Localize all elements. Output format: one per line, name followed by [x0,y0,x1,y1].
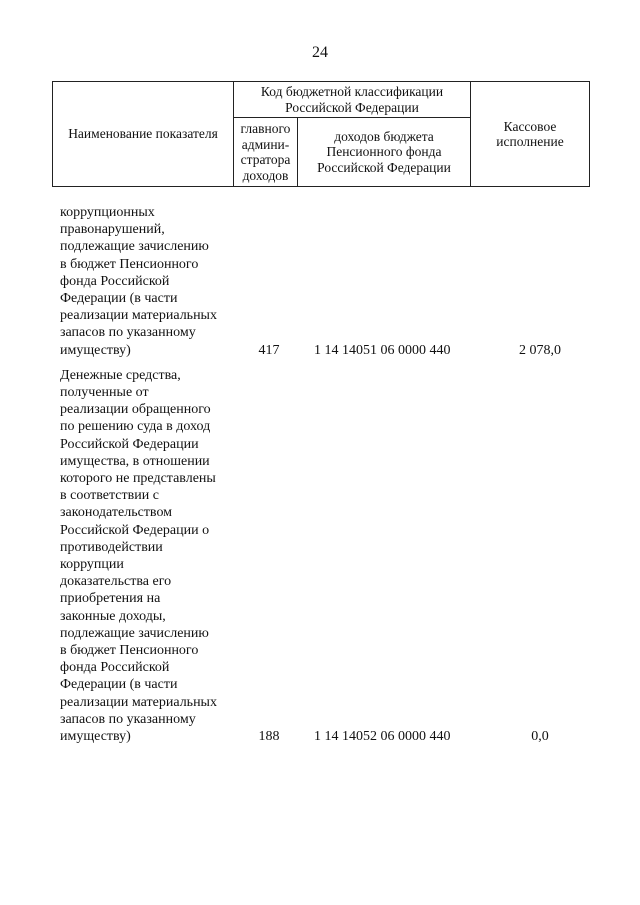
table-header [52,81,590,187]
table-body [60,204,589,753]
column-header-amount: Кассовое исполнение [471,82,590,187]
column-header-name: Наименование показателя [53,82,234,187]
page-number: 24 [312,44,328,61]
row-admin-code: 188 [258,729,280,745]
row-amount: 2 078,0 [519,342,561,358]
column-header-code: доходов бюджета Пенсионного фонда Российской Федерации [298,118,471,187]
table-row [60,367,589,745]
row-budget-code: 1 14 14052 06 0000 440 [314,729,451,745]
row-budget-code: 1 14 14051 06 0000 440 [314,342,451,358]
row-amount: 0,0 [531,729,549,745]
row-admin-code: 417 [258,342,280,358]
column-group-header-classification-code: Код бюджетной классификации Российской Федерации [234,82,471,118]
column-header-admin: главного админи-стратора доходов [234,118,298,187]
row-name: Денежные средства, полученные от реализации обращенного по решению суда в доход Российской Федерации имущества, в отношении которого не представлены в соответствии с законодательством Российской Федерации о противодействии коррупции доказательства его приобретения на законные доходы, подлежащие зачислению в бюджет Пенсионного фонда Российской Федерации (в части реализации материальных запасов по указанному имуществу) [60,367,217,745]
table-row [60,204,589,359]
row-name: коррупционных правонарушений, подлежащие зачислению в бюджет Пенсионного фонда Российской Федерации (в части реализации материальных запасов по указанному имуществу) [60,205,217,358]
